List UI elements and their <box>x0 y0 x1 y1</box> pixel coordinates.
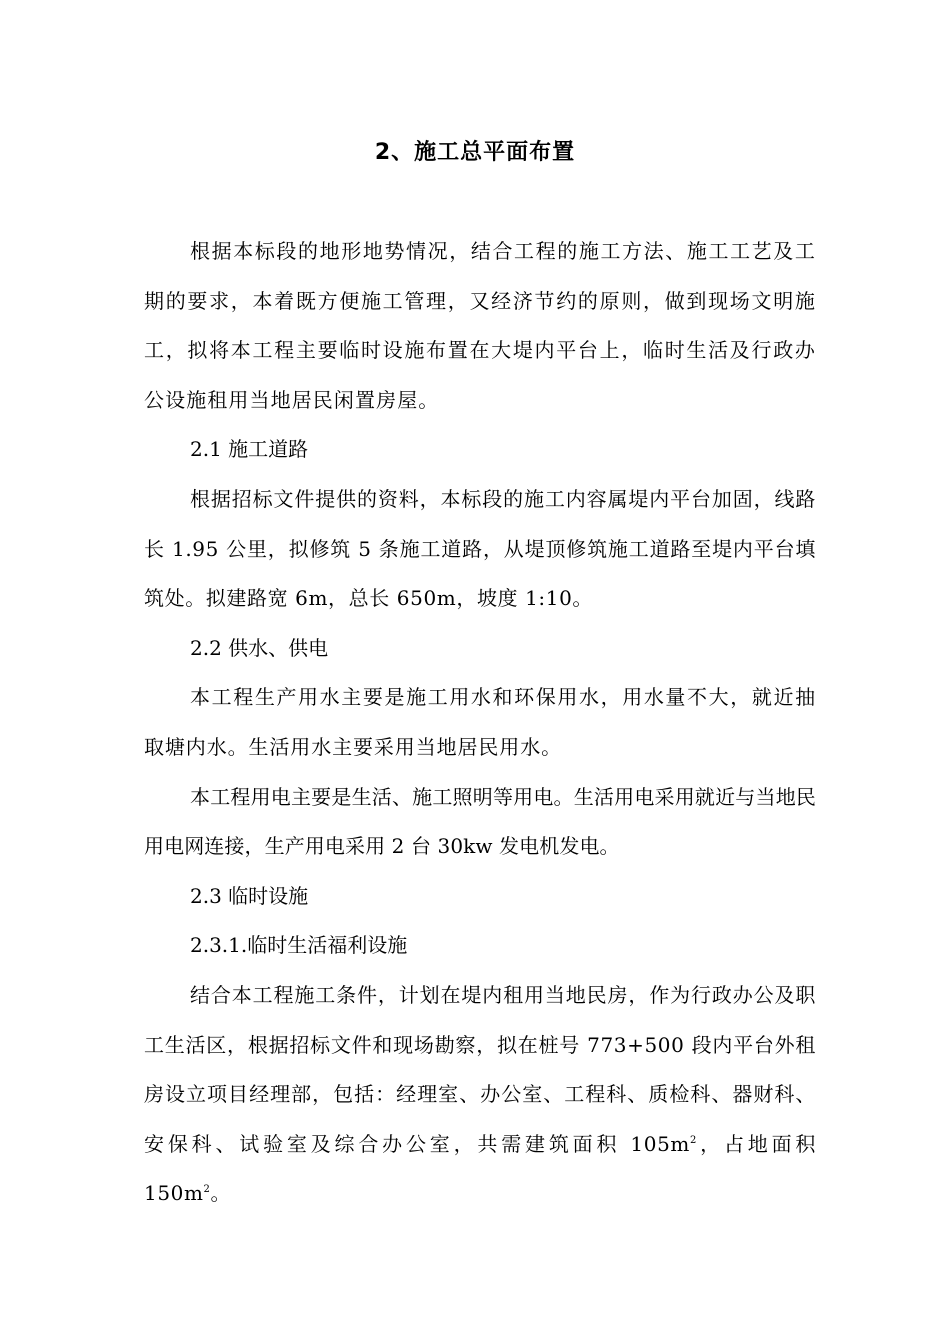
water-paragraph: 本工程生产用水主要是施工用水和环保用水，用水量不大，就近抽取塘内水。生活用水主要采用当地居民用水。 <box>144 685 816 759</box>
superscript-area-unit: 2 <box>689 1134 697 1146</box>
subheading-living-facilities: 2.3.1.临时生活福利设施 <box>190 933 408 958</box>
facilities-text-middle: ，占地面积 150m <box>144 1131 817 1206</box>
facilities-text-end: 。 <box>210 1181 232 1206</box>
subheading-construction-road: 2.1 施工道路 <box>190 437 309 462</box>
superscript-area-unit-2: 2 <box>203 1184 211 1196</box>
subheading-temporary-facilities: 2.3 临时设施 <box>190 883 309 908</box>
section-title: 2、施工总平面布置 <box>374 140 576 165</box>
document-body <box>144 227 816 1219</box>
facilities-text: 结合本工程施工条件，计划在堤内租用当地民房，作为行政办公及职工生活区，根据招标文件和现场勘察，拟在桩号 773+500 段内平台外租房设立项目经理部，包括：经理室、办公室、工程科、质检科、器财科、安保科、试验室及综合办公室，共需建筑面积 105m <box>144 982 816 1156</box>
subheading-water-power: 2.2 供水、供电 <box>190 635 329 660</box>
facilities-paragraph <box>144 971 816 1219</box>
road-paragraph: 根据招标文件提供的资料，本标段的施工内容属堤内平台加固，线路长 1.95 公里，拟修筑 5 条施工道路，从堤顶修筑施工道路至堤内平台填筑处。拟建路宽 6m，总长 650m，坡度 1:10。 <box>144 486 816 611</box>
power-paragraph: 本工程用电主要是生活、施工照明等用电。生活用电采用就近与当地民用电网连接，生产用电采用 2 台 30kw 发电机发电。 <box>144 784 816 859</box>
intro-paragraph: 根据本标段的地形地势情况，结合工程的施工方法、施工工艺及工期的要求，本着既方便施工管理，又经济节约的原则，做到现场文明施工，拟将本工程主要临时设施布置在大堤内平台上，临时生活及行政办公设施租用当地居民闲置房屋。 <box>144 239 816 412</box>
